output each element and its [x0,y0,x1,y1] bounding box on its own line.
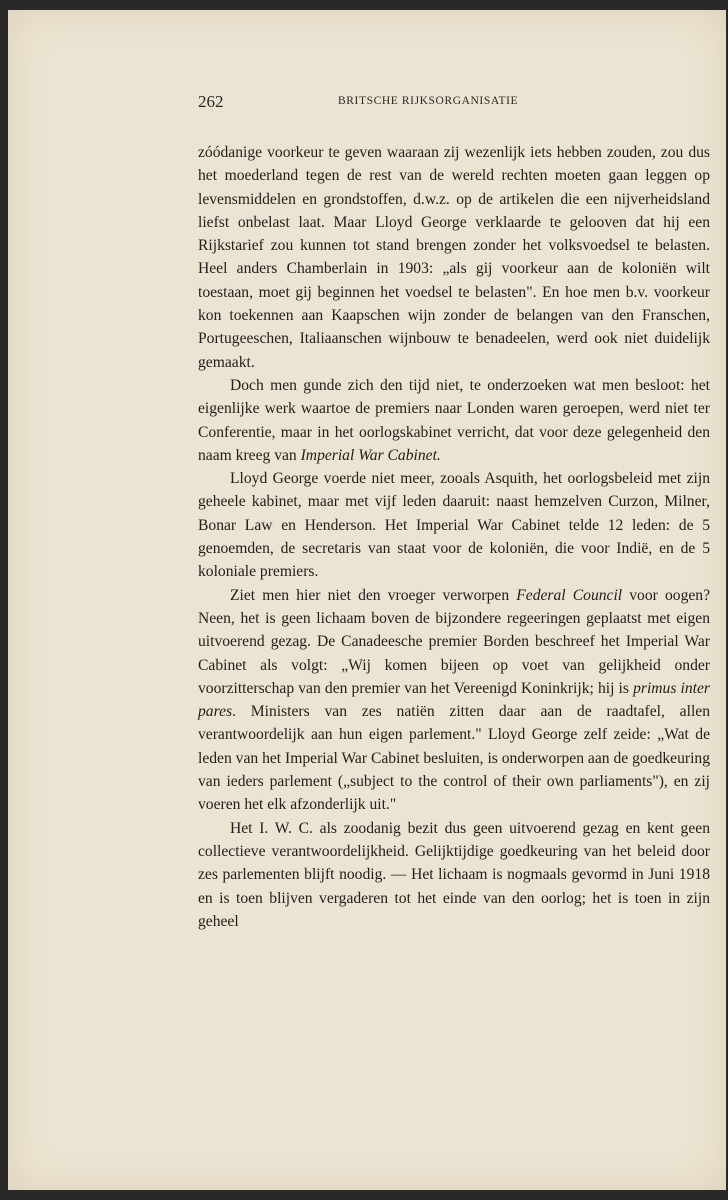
paragraph-3 [198,467,710,583]
page-number: 262 [198,92,224,111]
federal-council-italic: Federal Council [516,586,623,604]
imperial-war-cabinet-italic: Imperial War Cabinet. [300,446,441,464]
paragraph-3-text: Lloyd George voerde niet meer, zooals Asquith, het oorlogsbeleid met zijn geheele kabinet, maar met vijf leden daaruit: naast hemzelven Curzon, Milner, Bonar Law en Henderson. Het Imperial War Cabinet telde 12 leden: de 5 genoemden, de secretaris van staat voor de koloniën, die voor Indië, en de 5 koloniale premiers. [198,470,710,581]
paragraph-2 [198,374,710,467]
paragraph-2-text: Doch men gunde zich den tijd niet, te onderzoeken wat men besloot: het eigenlijke werk waartoe de premiers naar Londen waren geroepen, werd niet ter Conferentie, maar in het oorlogskabinet verricht, dat voor deze gelegenheid den naam kreeg van [198,376,710,464]
body-text [198,141,710,933]
paragraph-4-text-b: voor oogen? Neen, het is geen lichaam boven de bijzondere regeeringen geplaatst met eigen uitvoerend gezag. De Canadeesche premier Borden beschreef het Imperial War Cabinet als volgt: „Wij komen bijeen op voet van gelijkheid onder voorzitterschap van den premier van het Vereenigd Koninkrijk; hij is [198,586,711,697]
paragraph-1-text: zóódanige voorkeur te geven waaraan zij wezenlijk iets hebben zouden, zou dus het moederland tegen de rest van de wereld rechten moeten gaan leggen op levensmiddelen en grondstoffen, d.w.z. op de artikelen die een nijverheidsland liefst onbelast laat. Maar Lloyd George verklaarde te gelooven dat hij een Rijkstarief zou kunnen tot stand brengen zonder het volksvoedsel te belasten. Heel anders Chamberlain in 1903: „als gij voorkeur aan de koloniën wilt toestaan, moet gij beginnen het voedsel te belasten". En hoe men b.v. voorkeur kon toekennen aan Kaapschen wijn zonder de belangen van den Franschen, Portugeeschen, Italiaanschen wijnbouw te benadeelen, werd ook niet duidelijk gemaakt. [198,144,710,371]
paragraph-5-text: Het I. W. C. als zoodanig bezit dus geen uitvoerend gezag en kent geen collectieve verantwoordelijkheid. Gelijktijdige goedkeuring van het beleid door zes parlementen blijft noodig. — Het lichaam is nogmaals gevormd in Juni 1918 en is toen blijven vergaderen tot het einde van den oorlog; het is toen in zijn geheel [198,819,710,930]
paragraph-1 [198,141,710,374]
page-header [190,92,720,116]
paragraph-5 [198,817,710,933]
paragraph-4 [198,584,710,817]
paragraph-4-text-c: . Ministers van zes natiën zitten daar aan de raadtafel, allen verantwoordelijk aan hun eigen parlement." Lloyd George zelf zeide: „Wat de leden van het Imperial War Cabinet besluiten, is onderworpen aan de goedkeuring van ieders parlement („subject to the control of their own parliaments"), en zij voeren het elk afzonderlijk uit." [198,703,711,814]
running-title: BRITSCHE RIJKSORGANISATIE [338,95,519,107]
primus-inter-pares-italic: primus inter pares [198,679,710,721]
paragraph-4-text-a: Ziet men hier niet den vroeger verworpen [230,586,517,604]
